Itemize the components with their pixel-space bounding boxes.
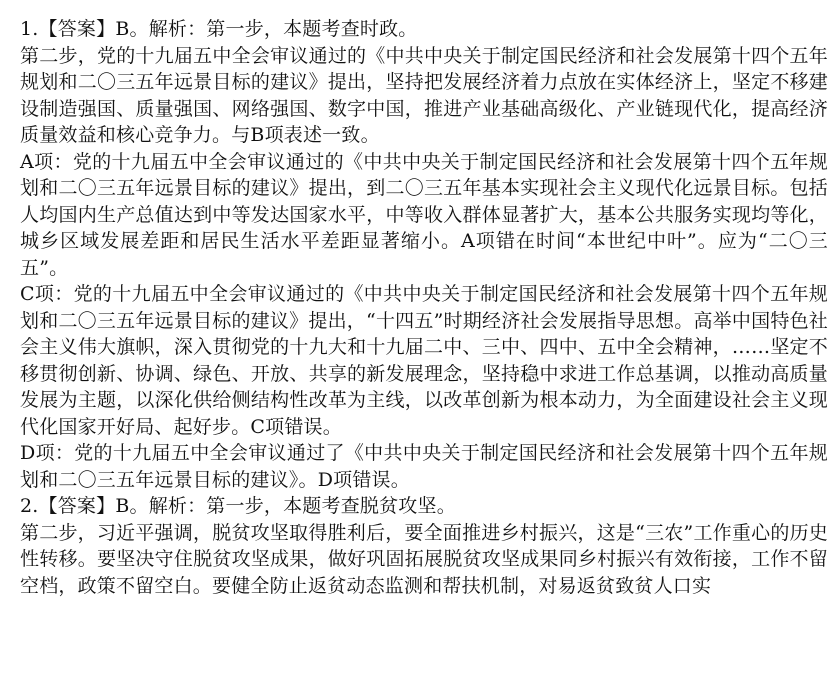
q1-step-two-paragraph: 第二步，党的十九届五中全会审议通过的《中共中央关于制定国民经济和社会发展第十四个五年规划和二〇三五年远景目标的建议》提出，坚持把发展经济着力点放在实体经济上，坚定不移建设制造强国、质量强国、网络强国、数字中国，推进产业基础高级化、产业链现代化，提高经济质量效益和核心竞争力。与B项表述一致。: [20, 44, 828, 146]
q2-step-two-paragraph: 第二步，习近平强调，脱贫攻坚取得胜利后，要全面推进乡村振兴，这是“三农”工作重心的历史性转移。要坚决守住脱贫攻坚成果，做好巩固拓展脱贫攻坚成果同乡村振兴有效衔接，工作不留空档，政策不留空白。要健全防止返贫动态监测和帮扶机制，对易返贫致贫人口实: [20, 521, 828, 597]
q1-option-a-paragraph: A项：党的十九届五中全会审议通过的《中共中央关于制定国民经济和社会发展第十四个五年规划和二〇三五年远景目标的建议》提出，到二〇三五年基本实现社会主义现代化远景目标。包括人均国内生产总值达到中等发达国家水平，中等收入群体显著扩大，基本公共服务实现均等化，城乡区域发展差距和居民生活水平差距显著缩小。A项错在时间“本世纪中叶”。应为“二〇三五”。: [20, 150, 828, 279]
q1-option-d-paragraph: D项：党的十九届五中全会审议通过了《中共中央关于制定国民经济和社会发展第十四个五年规划和二〇三五年远景目标的建议》。D项错误。: [20, 442, 828, 491]
answer-explanation-document: [20, 16, 828, 599]
q1-answer-line: 1.【答案】B。解析：第一步，本题考查时政。: [20, 18, 418, 40]
q2-answer-line: 2.【答案】B。解析：第一步，本题考查脱贫攻坚。: [20, 495, 456, 517]
q1-option-c-paragraph: C项：党的十九届五中全会审议通过的《中共中央关于制定国民经济和社会发展第十四个五年规划和二〇三五年远景目标的建议》提出，“十四五”时期经济社会发展指导思想。高举中国特色社会主义伟大旗帜，深入贯彻党的十九大和十九届二中、三中、四中、五中全会精神，……坚定不移贯彻创新、协调、绿色、开放、共享的新发展理念，坚持稳中求进工作总基调，以推动高质量发展为主题，以深化供给侧结构性改革为主线，以改革创新为根本动力，为全面建设社会主义现代化国家开好局、起好步。C项错误。: [20, 283, 828, 438]
